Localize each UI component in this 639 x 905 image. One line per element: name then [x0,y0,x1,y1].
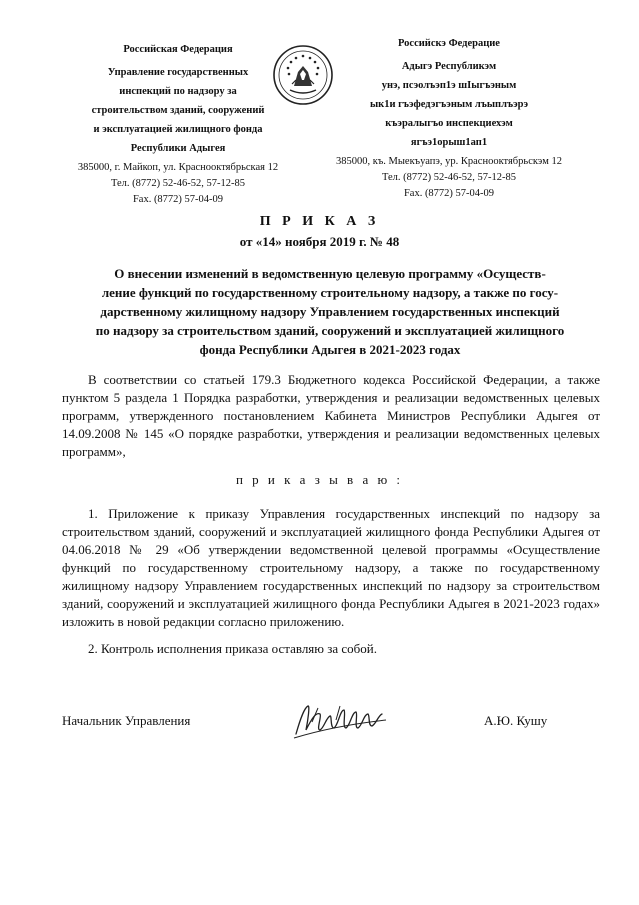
order-item-2: 2. Контроль исполнения приказа оставляю за собой. [88,641,377,656]
right-org-line: ык1и гъэфедэгъэным лъыплъэрэ [369,99,529,110]
subject-line: по надзору за строительством зданий, сооружений и эксплуатацией жилищного [95,323,565,338]
right-org-line: Адыгэ Республикэм [401,61,497,72]
left-org-line: инспекций по надзору за [119,86,237,97]
left-country: Российская Федерация [123,44,233,55]
subject-line: фонда Республики Адыгея в 2021-2023 годах [199,342,461,357]
order-title: П Р И К А З [259,214,380,229]
left-fax: Fax. (8772) 57-04-09 [132,194,224,205]
right-fax: Fax. (8772) 57-04-09 [403,188,495,199]
right-org-line: унэ, псэолъэп1э шIыгъэным [381,80,517,91]
signatory-position: Начальник Управления [62,713,191,728]
order-date: от «14» ноября 2019 г. № 48 [239,234,400,249]
left-org-line: и эксплуатацией жилищного фонда [93,124,263,135]
right-address: 385000, къ. Мыекъуапэ, ур. Краснооктябрьскэм 12 [336,156,562,167]
right-org-line: ягъэ1орыш1ап1 [410,137,488,148]
right-country: Российскэ Федерацие [398,38,500,49]
subject-line: ление функций по государственному строительному надзору, а также по госу- [101,285,559,300]
right-phone: Тел. (8772) 52-46-52, 57-12-85 [381,172,517,183]
left-header [58,40,298,208]
left-org-line: Управление государственных [107,67,249,78]
order-subject [70,264,590,359]
order-item-1: 1. Приложение к приказу Управления государственных инспекций по надзору за строительством зданий, сооружений и эксплуатацией жилищного фонда Республики Адыгея от 04.06.2018 № 29 «Об утверждении ведомственной целевой программы «Осуществление функций по государственному строительному надзору, а также по государственному жилищному надзору Управлением государственных инспекций по надзору за строительством зданий, сооружений и эксплуатацией жилищного фонда Республики Адыгея в 2021-2023 годах» изложить в новой редакции согласно приложению. [62,506,600,629]
signatory-name: А.Ю. Кушу [484,713,548,728]
left-org-line: Республики Адыгея [130,143,226,154]
preamble-paragraph: В соответствии со статьей 179.3 Бюджетного кодекса Российской Федерации, а также пунктом 5 раздела 1 Порядка разработки, утверждения и реализации ведомственных целевых программ, утвержденного постановлением Кабинета Министров Республики Адыгея от 14.09.2008 № 145 «О порядке разработки, утверждения и реализации ведомственных целевых программ», [62,372,600,459]
left-address: 385000, г. Майкоп, ул. Краснооктябрьская 12 [77,162,279,173]
decree-word: п р и к а з ы в а ю : [235,472,404,487]
left-phone: Тел. (8772) 52-46-52, 57-12-85 [110,178,246,189]
subject-line: дарственному жилищному надзору Управлением государственных инспекций [100,304,560,319]
right-header [318,34,580,202]
right-org-line: къэралыгъо инспекциехэм [385,118,513,129]
subject-line: О внесении изменений в ведомственную целевую программу «Осуществ- [114,266,546,281]
handwritten-signature [290,700,390,742]
left-org-line: строительством зданий, сооружений [91,105,265,116]
